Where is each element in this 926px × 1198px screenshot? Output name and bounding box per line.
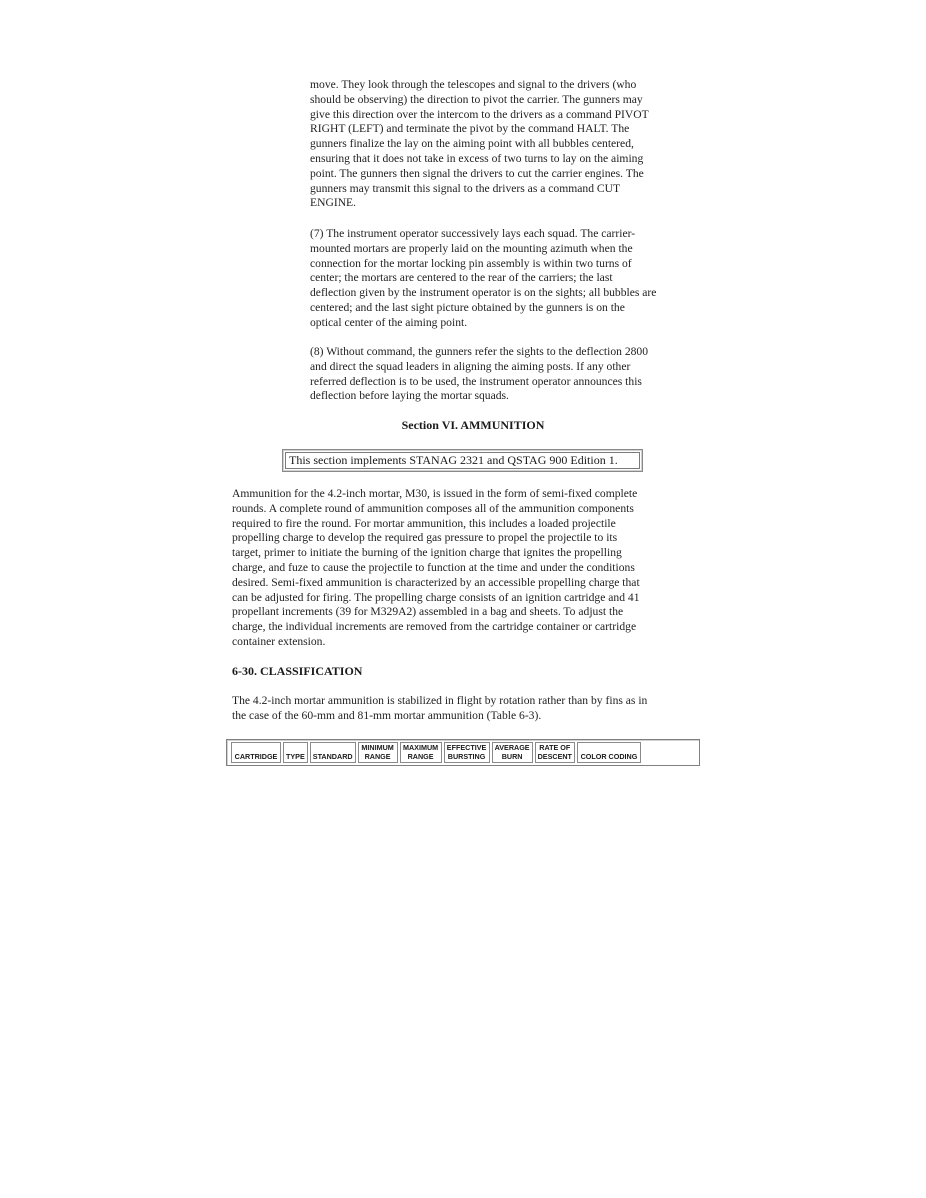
table-header-maximum-range: MAXIMUM RANGE — [400, 742, 442, 763]
ammunition-table-grid — [229, 742, 643, 763]
table-header-effective-bursting: EFFECTIVE BURSTING — [444, 742, 490, 763]
stanag-notice-text: This section implements STANAG 2321 and QSTAG 900 Edition 1. — [285, 452, 640, 469]
stanag-notice-box — [282, 449, 643, 472]
classification-heading: 6-30. CLASSIFICATION — [232, 664, 363, 678]
paragraph-step-7: (7) The instrument operator successively lays each squad. The carrier- mounted mortars are properly laid on the mounting azimuth when the connection for the mortar locking pin assembly is within two turns of center; the mortars are centered to the rear of the carriers; the last deflection given by the instrument operator is on the sights; all bubbles are centered; and the last sight picture obtained by the gunners is on the optical center of the aiming point. — [310, 227, 657, 329]
paragraph-classification: The 4.2-inch mortar ammunition is stabilized in flight by rotation rather than by fins as in the case of the 60-mm and 81-mm mortar ammunition (Table 6-3). — [232, 694, 648, 722]
table-header-color-coding: COLOR CODING — [577, 742, 641, 763]
table-header-type: TYPE — [283, 742, 308, 763]
table-header-rate-of-descent: RATE OF DESCENT — [535, 742, 575, 763]
table-header-row — [231, 742, 641, 763]
paragraph-ammunition: Ammunition for the 4.2-inch mortar, M30, is issued in the form of semi-fixed complete rounds. A complete round of ammunition composes all of the ammunition components required to fire the round. For mortar ammunition, this includes a loaded projectile propelling charge to develop the required gas pressure to propel the projectile to its target, primer to initiate the burning of the ignition charge that ignites the propelling charge, and fuze to cause the projectile to function at the time and under the conditions desired. Semi-fixed ammunition is characterized by an accessible propelling charge that can be adjusted for firing. The propelling charge consists of an ignition cartridge and 41 propellant increments (39 for M329A2) assembled in a bag and sheets. To adjust the charge, the individual increments are removed from the cartridge container or cartridge container extension. — [232, 487, 640, 648]
table-header-standard: STANDARD — [310, 742, 356, 763]
paragraph-pivot-instructions: move. They look through the telescopes and signal to the drivers (who should be observing) the direction to pivot the carrier. The gunners may give this direction over the intercom to the drivers as a command PIVOT RIGHT (LEFT) and terminate the pivot by the command HALT. The gunners finalize the lay on the aiming point with all bubbles centered, ensuring that it does not take in excess of two turns to lay on the aiming point. The gunners then signal the drivers to cut the carrier engines. The gunners may transmit this signal to the drivers as a command CUT ENGINE. — [310, 78, 649, 210]
table-header-cartridge: CARTRIDGE — [231, 742, 281, 763]
table-header-minimum-range: MINIMUM RANGE — [358, 742, 398, 763]
ammunition-table — [226, 739, 700, 766]
section-heading: Section VI. AMMUNITION — [401, 418, 545, 432]
table-header-average-burn: AVERAGE BURN — [492, 742, 533, 763]
paragraph-step-8: (8) Without command, the gunners refer the sights to the deflection 2800 and direct the squad leaders in aligning the aiming posts. If any other referred deflection is to be used, the instrument operator announces this deflection before laying the mortar squads. — [310, 345, 649, 403]
